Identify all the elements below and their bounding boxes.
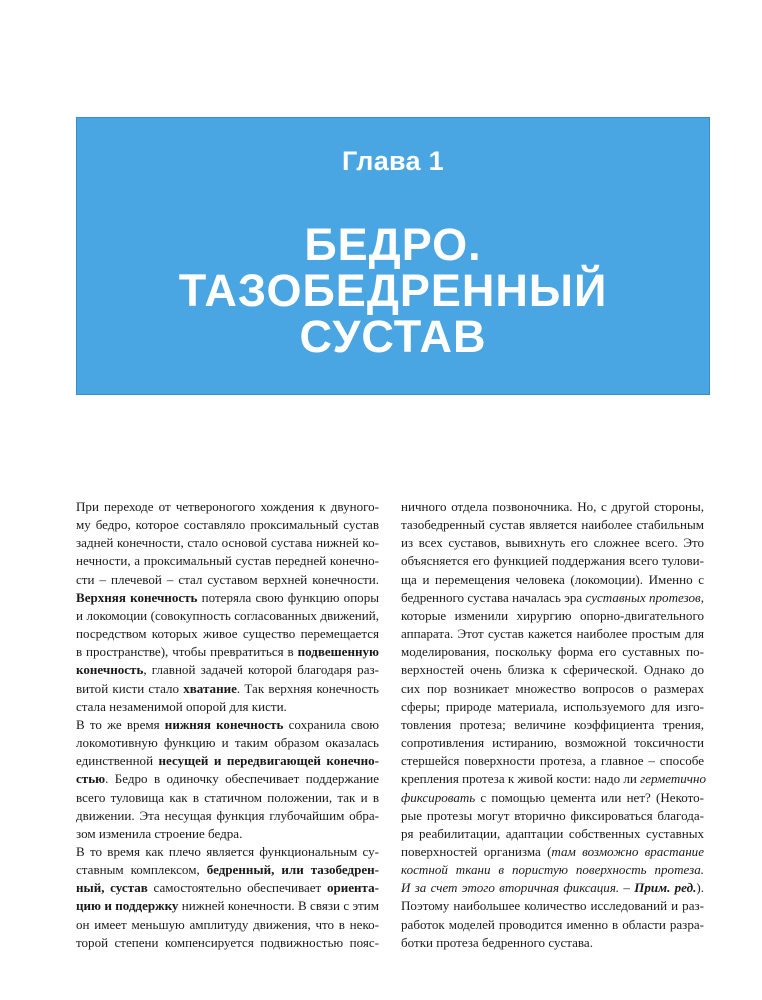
text-fragment: сти – плечевой – стал суставом верхней конечности.	[76, 571, 379, 587]
text-fragment: зом изменила строение бедра.	[76, 825, 243, 841]
chapter-banner	[76, 117, 710, 395]
text-line	[401, 752, 704, 770]
chapter-title-line: БЕДРО.	[304, 219, 482, 270]
text-line	[76, 716, 379, 734]
text-fragment: подвешенную	[297, 644, 379, 660]
text-line	[401, 534, 704, 552]
text-line	[76, 589, 379, 607]
text-line	[76, 861, 379, 879]
text-fragment: Прим. ред.	[634, 880, 697, 896]
text-fragment: движении. Эта несущая функция глубочайшим обра-	[76, 807, 379, 823]
text-fragment: нечности, а проксимальный сустав передней конечно-	[76, 553, 379, 569]
text-line	[76, 643, 379, 661]
text-line	[76, 825, 379, 843]
text-line	[76, 843, 379, 861]
text-fragment: самостоятельно обеспечивает	[147, 880, 327, 896]
text-line	[401, 716, 704, 734]
text-fragment: суставных протезов	[585, 589, 701, 605]
text-line	[401, 516, 704, 534]
text-fragment: витой кисти стало	[76, 680, 184, 696]
text-fragment: локомотивную функцию и таким образом оказалась	[76, 735, 379, 751]
text-line	[76, 625, 379, 643]
text-fragment: стала незаменимой опорой для кисти.	[76, 698, 287, 714]
text-line	[76, 498, 379, 516]
text-line	[401, 807, 704, 825]
chapter-title	[77, 219, 709, 362]
text-fragment: . Бедро в одиночку обеспечивает поддержание	[105, 771, 379, 787]
text-line	[401, 552, 704, 570]
text-line	[76, 698, 379, 716]
text-fragment: в пространстве), чтобы превратиться в	[76, 644, 298, 660]
text-fragment: бедренного сустава началась эра	[401, 589, 586, 605]
text-fragment: с помощью цемента или нет? (Некото-	[475, 789, 704, 805]
text-fragment: потеряла свою функцию опоры	[197, 589, 379, 605]
text-line	[76, 516, 379, 534]
text-fragment: В то же время	[76, 716, 165, 732]
text-fragment: нижняя конечность	[164, 716, 284, 732]
text-line	[401, 934, 704, 952]
text-line	[76, 534, 379, 552]
text-fragment: там возможно врастание	[551, 843, 704, 859]
text-line	[401, 843, 704, 861]
text-fragment: объясняется его функцией поддержания всего тулови-	[401, 553, 704, 569]
text-line	[76, 661, 379, 679]
text-line	[401, 643, 704, 661]
text-fragment: В то время как плечо является функциональным су-	[76, 843, 379, 859]
text-line	[401, 734, 704, 752]
text-fragment: стершейся поверхности протеза, а главное – способе	[401, 753, 704, 769]
text-line	[76, 934, 379, 952]
text-fragment: му бедро, которое составляло проксимальный сустав	[76, 517, 379, 533]
text-line	[76, 807, 379, 825]
text-fragment: сферы; природе материала, используемого для изго-	[401, 698, 704, 714]
text-fragment: работок моделей проводится именно в области разра-	[401, 916, 704, 932]
text-fragment: верхностей очень близка к сферической. Однако до	[401, 662, 704, 678]
text-fragment: фиксировать	[401, 789, 476, 805]
chapter-label: Глава 1	[341, 146, 444, 176]
text-fragment: цию и поддержку	[76, 898, 179, 914]
text-fragment: герметично	[640, 771, 707, 787]
text-line	[401, 571, 704, 589]
text-fragment: Поэтому наибольшее количество исследований и раз-	[401, 898, 704, 914]
text-fragment: хватание	[183, 680, 237, 696]
text-fragment: аппарата. Этот сустав кажется наиболее простым для	[401, 626, 704, 642]
text-line	[76, 552, 379, 570]
text-fragment: ный, сустав	[76, 880, 148, 896]
text-fragment: нижней конечности. В связи с этим	[178, 898, 379, 914]
text-fragment: . Так верхняя конечность	[236, 680, 379, 696]
text-line	[401, 789, 704, 807]
text-fragment: всего туловища как в статичном положении, так и в	[76, 789, 379, 805]
text-fragment: товления протеза; величине коэффициента трения,	[401, 716, 704, 732]
text-line	[76, 607, 379, 625]
text-line	[401, 770, 707, 788]
text-line	[76, 571, 379, 589]
text-line	[401, 897, 704, 915]
text-fragment: бедренный, или тазобедрен-	[206, 862, 379, 878]
text-fragment: сих пор возникает множество вопросов о размерах	[401, 680, 704, 696]
right-text-column	[401, 498, 707, 952]
text-line	[401, 861, 704, 879]
text-line	[401, 589, 704, 607]
text-fragment: конечность	[76, 662, 144, 678]
text-line	[401, 661, 704, 679]
left-text-column	[76, 498, 379, 952]
text-fragment: из всех суставов, вывихнуть его сложнее всего. Это	[401, 535, 704, 551]
text-fragment: ща и перемещения человека (локомоции). Именно с	[401, 571, 704, 587]
text-fragment: поверхностей организма (	[401, 843, 552, 859]
text-fragment: ставным комплексом,	[76, 862, 207, 878]
text-fragment: ничного отдела позвоночника. Но, с другой стороны,	[401, 499, 704, 514]
text-fragment: И за счет этого вторичная фиксация. –	[401, 880, 635, 896]
text-fragment: ря реабилитации, адаптации собственных суставных	[401, 825, 704, 841]
text-line	[401, 680, 704, 698]
chapter-title-line: ТАЗОБЕДРЕННЫЙ	[178, 265, 608, 316]
text-line	[401, 916, 704, 934]
text-line	[76, 752, 379, 770]
text-fragment: При переходе от четвероногого хождения к двуного-	[76, 499, 379, 514]
text-fragment: торой степени компенсируется подвижностью пояс-	[76, 934, 379, 950]
text-fragment: тазобедренный сустав является наиболее стабильным	[401, 517, 704, 533]
text-fragment: моделирования, поскольку форма его суставных по-	[401, 644, 704, 660]
text-fragment: задней конечности, стало основой сустава нижней ко-	[76, 535, 379, 551]
text-fragment: которые изменили хирургию опорно-двигательного	[401, 607, 704, 623]
text-fragment: он имеет меньшую амплитуду движения, что в неко-	[76, 916, 379, 932]
chapter-title-line: СУСТАВ	[299, 311, 487, 362]
text-fragment: ).	[696, 880, 704, 896]
text-line	[76, 770, 379, 788]
text-fragment: ориента-	[326, 880, 379, 896]
text-line	[401, 498, 704, 516]
text-line	[401, 607, 704, 625]
text-line	[76, 680, 379, 698]
text-line	[401, 698, 704, 716]
text-fragment: посредством которых живое существо перемещается	[76, 626, 379, 642]
text-fragment: костной ткани в пористую поверхность протеза.	[401, 862, 704, 878]
text-fragment: стью	[76, 771, 106, 787]
text-line	[76, 734, 379, 752]
text-line	[76, 789, 379, 807]
text-fragment: , главной задачей которой благодаря раз-	[143, 662, 379, 678]
text-fragment: и локомоции (совокупность согласованных движений,	[76, 607, 379, 623]
text-line	[76, 879, 379, 897]
text-fragment: несущей и передвигающей конечно-	[158, 753, 379, 769]
text-fragment: рые протезы могут вторично фиксироваться благода-	[401, 807, 704, 823]
text-line	[76, 916, 379, 934]
text-fragment: единственной	[76, 753, 159, 769]
text-fragment: Верхняя конечность	[76, 589, 198, 605]
text-line	[401, 825, 704, 843]
text-line	[76, 897, 379, 915]
text-fragment: крепления протеза к живой кости: надо ли	[401, 771, 641, 787]
text-fragment: ,	[700, 589, 704, 605]
text-fragment: сохранила свою	[283, 716, 380, 732]
text-line	[401, 879, 704, 897]
text-line	[401, 625, 704, 643]
text-fragment: ботки протеза бедренного сустава.	[401, 934, 593, 950]
text-fragment: сопротивления истиранию, возможной токсичности	[401, 735, 704, 751]
